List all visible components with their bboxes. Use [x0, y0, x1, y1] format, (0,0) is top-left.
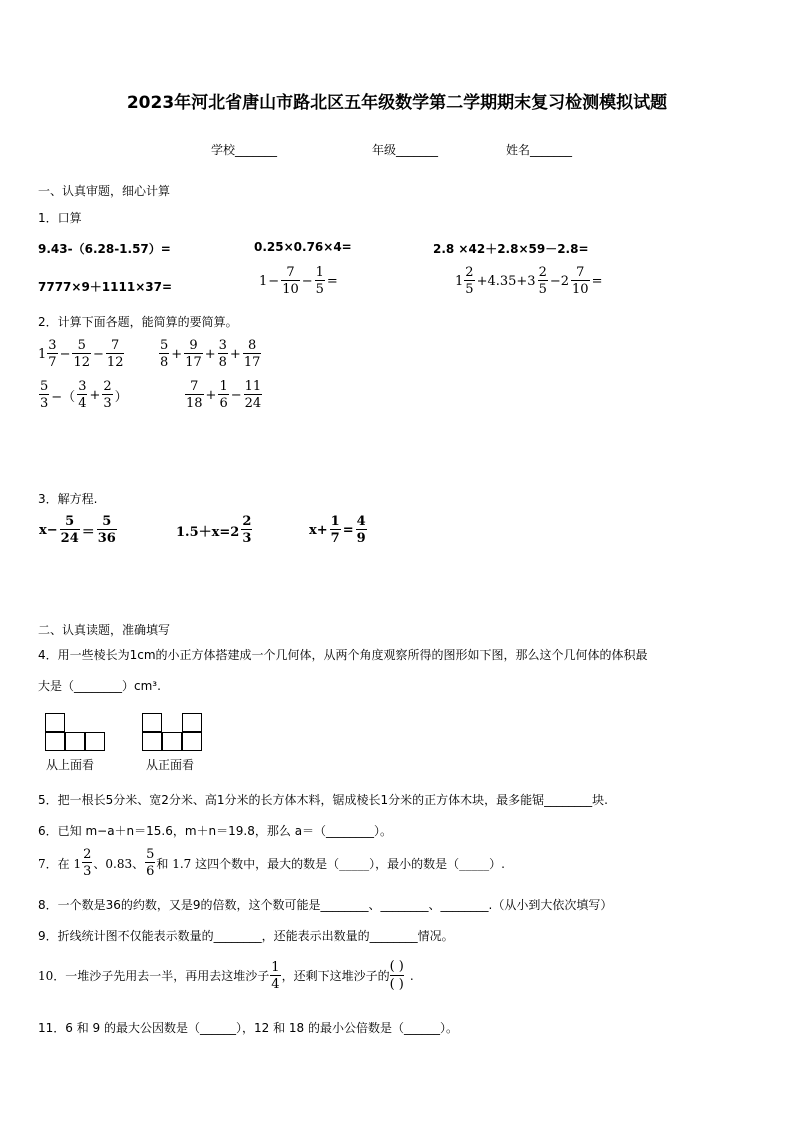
name-field: 姓名_______ [506, 143, 573, 157]
q3-eq-2: 1.5＋x=2 $\frac{2}{3}$ [176, 514, 252, 546]
q6: 6．已知 m−a＋n＝15.6，m＋n＝19.8，那么 a＝（________）。 [38, 824, 393, 838]
q3-eq-1: x− $\frac{5}{24}$ ＝ $\frac{5}{36}$ [39, 514, 116, 546]
q2-label: 2．计算下面各题，能简算的要简算。 [38, 315, 238, 329]
q1-label: 1．口算 [38, 211, 82, 225]
q9: 9．折线统计图不仅能表示数量的________，还能表示出数量的________情况。 [38, 929, 454, 943]
top-view-figure [45, 713, 109, 753]
q1-item-6: 1 $\frac{2}{5}$ +4.35+3 $\frac{2}{5}$ −2 $\frac{7}{10}$ = [455, 265, 603, 297]
top-view-caption: 从上面看 [46, 758, 95, 772]
q7: 7．在 1 $\frac{2}{3}$ 、0.83、 $\frac{5}{6}$ 和 1.7 这四个数中，最大的数是（_____），最小的数是（_____）. [38, 847, 505, 879]
q2-expr-3: $\frac{5}{3}$ −（ $\frac{3}{4}$ + $\frac{2}{3}$ ） [40, 379, 128, 411]
q8: 8．一个数是36的约数，又是9的倍数，这个数可能是________、________、________.（从小到大依次填写） [38, 898, 613, 912]
q2-expr-1: 1 $\frac{3}{7}$ − $\frac{5}{12}$ − $\frac{7}{12}$ [38, 338, 124, 370]
q1-item-5: 1 − $\frac{7}{10}$ − $\frac{1}{5}$ = [259, 265, 338, 297]
q1-item-1: 9.43-（6.28-1.57）= [38, 242, 171, 256]
section-1-heading: 一、认真审题，细心计算 [38, 184, 171, 198]
grade-field: 年级_______ [372, 143, 439, 157]
q1-item-3: 2.8 ×42＋2.8×59－2.8= [433, 242, 589, 256]
q4-line-1: 4．用一些棱长为1cm的小正方体搭建成一个几何体，从两个角度观察所得的图形如下图，那么这个几何体的体积最 [38, 648, 648, 662]
front-view-figure [142, 713, 206, 753]
school-field: 学校_______ [211, 143, 278, 157]
q2-expr-2: $\frac{5}{8}$ + $\frac{9}{17}$ + $\frac{3}{8}$ + $\frac{8}{17}$ [160, 338, 261, 370]
q1-item-2: 0.25×0.76×4= [254, 240, 352, 254]
q2-expr-4: $\frac{7}{18}$ + $\frac{1}{6}$ − $\frac{11}{24}$ [186, 379, 262, 411]
q4-line-2: 大是（________）cm³. [38, 679, 161, 693]
section-2-heading: 二、认真读题，准确填写 [38, 623, 171, 637]
page-title: 2023年河北省唐山市路北区五年级数学第二学期期末复习检测模拟试题 [126, 93, 668, 113]
q1-item-4: 7777×9＋1111×37= [38, 280, 173, 294]
q3-eq-3: x+ $\frac{1}{7}$ = $\frac{4}{9}$ [309, 514, 366, 546]
front-view-caption: 从正面看 [146, 758, 195, 772]
q11: 11．6 和 9 的最大公因数是（______），12 和 18 的最小公倍数是（______）。 [38, 1021, 458, 1035]
q10: 10．一堆沙子先用去一半，再用去这堆沙子 $\frac{1}{4}$ ，还剩下这堆沙子的 $\frac{( )}{( )}$ . [38, 959, 414, 992]
q3-label: 3．解方程. [38, 492, 98, 506]
q5: 5．把一根长5分米、宽2分米、高1分米的长方体木料，锯成棱长1分米的正方体木块，最多能锯________块. [38, 793, 608, 807]
